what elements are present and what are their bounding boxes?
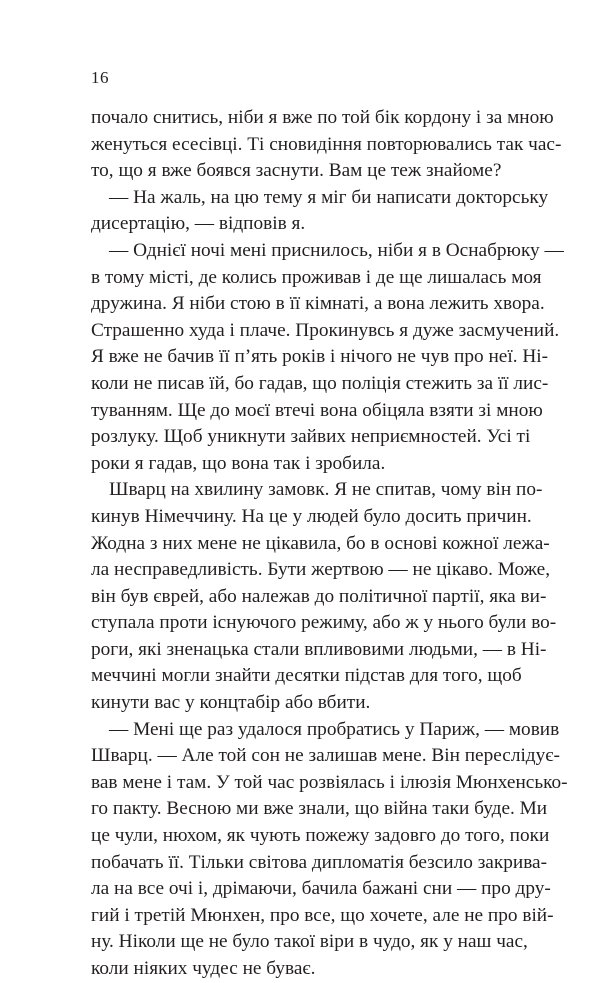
text-line: дисертацію, — відповів я. <box>91 213 306 235</box>
text-line: дружина. Я ніби стою в її кімнаті, а вона лежить хвора. <box>91 293 545 315</box>
text-line: туванням. Ще до моєї втечі вона обіцяла взяти зі мною <box>91 399 543 421</box>
text-line: ла несправедливість. Бути жертвою — не цікаво. Може, <box>91 559 551 581</box>
body-text <box>91 105 568 983</box>
text-line: — На жаль, на цю тему я міг би написати докторську <box>109 186 549 208</box>
text-line: Я вже не бачив її п’ять років і нічого не чув про неї. Ні- <box>91 346 549 368</box>
text-line: ну. Ніколи ще не було такої віри в чудо, як у наш час, <box>91 931 528 953</box>
text-line: меччині могли знайти десятки підстав для того, щоб <box>91 665 522 687</box>
text-line: кинути вас у концтабір або вбити. <box>91 692 371 714</box>
text-line: женуться есесівці. Ті сновидіння повторювались так час- <box>91 133 562 155</box>
page-number: 16 <box>91 68 109 87</box>
text-line: то, що я вже боявся заснути. Вам це теж знайоме? <box>91 160 502 182</box>
text-line: — Однієї ночі мені приснилось, ніби я в Оснабрюку — <box>109 239 564 261</box>
text-line: роки я гадав, що вона так і зробила. <box>91 452 386 474</box>
text-line: це чули, нюхом, як чують пожежу задовго до того, поки <box>91 825 550 847</box>
text-line: ступала проти існуючого режиму, або ж у нього були во- <box>91 612 557 634</box>
text-line: побачать її. Тільки світова дипломатія безсило закрива- <box>91 851 548 873</box>
text-line: розлуку. Щоб уникнути зайвих неприємностей. Усі ті <box>91 426 531 448</box>
text-line: — Мені ще раз удалося пробратись у Париж, — мовив <box>109 718 560 740</box>
text-line: в тому місті, де колись проживав і де ще лишалась моя <box>91 266 542 288</box>
text-line: Жодна з них мене не цікавила, бо в основі кожної лежа- <box>91 532 550 554</box>
text-line: го пакту. Весною ми вже знали, що війна таки буде. Ми <box>91 798 548 820</box>
text-line: гий і третій Мюнхен, про все, що хочете, але не про вій- <box>91 904 554 926</box>
text-line: він був єврей, або належав до політичної партії, яка ви- <box>91 585 547 607</box>
text-line: ла на все очі і, дрімаючи, бачила бажані сни — про дру- <box>91 878 551 900</box>
text-line: почало снитись, ніби я вже по той бік кордону і за мною <box>91 107 554 128</box>
text-line: коли не писав їй, бо гадав, що поліція стежить за її лис- <box>91 372 549 394</box>
text-line: роги, які зненацька стали впливовими людьми, — в Ні- <box>91 638 547 660</box>
text-line: Шварц на хвилину замовк. Я не спитав, чому він по- <box>109 479 543 501</box>
text-line: коли ніяких чудес не буває. <box>91 958 316 979</box>
text-line: кинув Німеччину. На це у людей було досить причин. <box>91 505 532 527</box>
text-line: Шварц. — Але той сон не залишав мене. Він переслідує- <box>91 745 560 767</box>
text-line: вав мене і там. У той час розвіялась і ілюзія Мюнхенсько- <box>91 771 568 793</box>
text-line: Страшенно худа і плаче. Прокинувсь я дуже засмучений. <box>91 319 560 341</box>
